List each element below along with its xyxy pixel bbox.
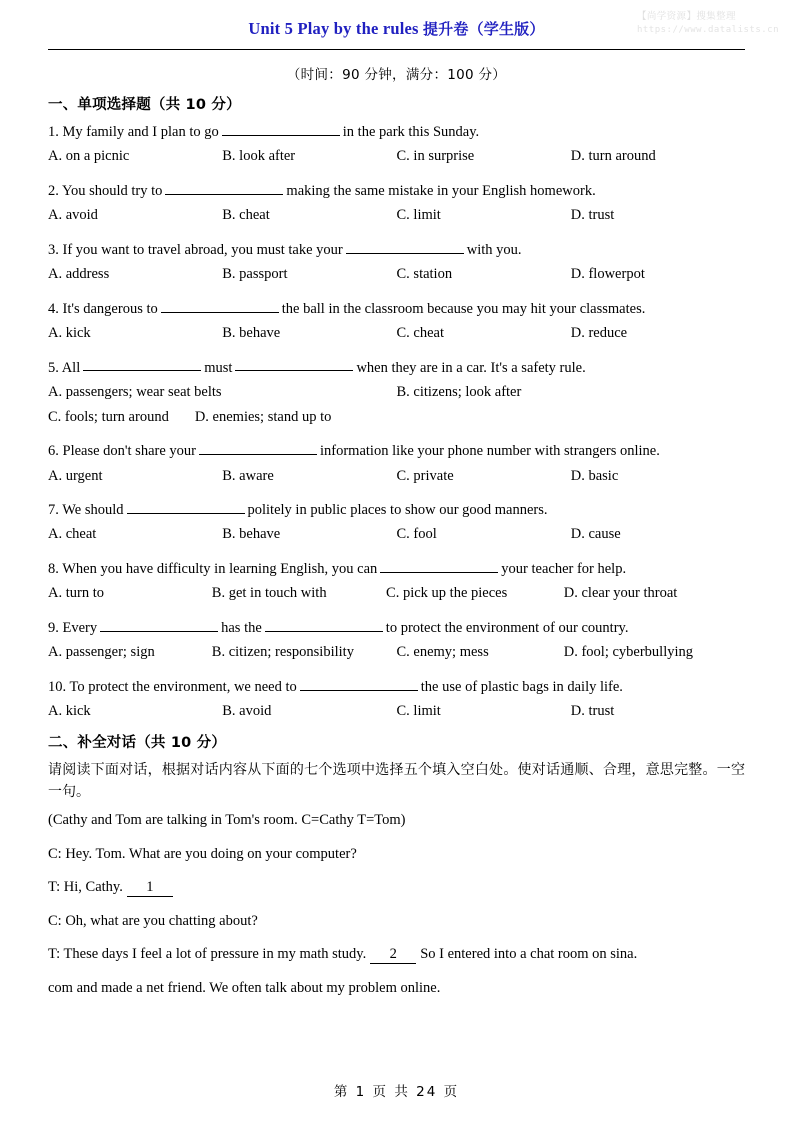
option-c[interactable]: C. in surprise bbox=[396, 148, 475, 165]
question-stem-post: politely in public places to show our good manners. bbox=[247, 501, 548, 518]
page-footer: 第 1 页 共 24 页 bbox=[333, 1084, 460, 1100]
section-heading-1: 一、单项选择题（共 10 分） bbox=[48, 97, 241, 113]
answer-blank[interactable] bbox=[222, 121, 340, 136]
option-row bbox=[48, 264, 745, 285]
question-stem bbox=[48, 499, 745, 520]
option-b[interactable]: B. aware bbox=[222, 467, 274, 484]
page-title-english: Unit 5 Play by the rules bbox=[248, 19, 419, 38]
option-b[interactable]: B. citizen; responsibility bbox=[211, 644, 354, 661]
question-stem-mid: must bbox=[204, 359, 233, 376]
option-d[interactable]: D. trust bbox=[570, 703, 615, 720]
option-b[interactable]: B. behave bbox=[222, 526, 281, 543]
answer-blank[interactable] bbox=[199, 440, 317, 455]
dialogue-line: com and made a net friend. We often talk about my problem online. bbox=[48, 980, 441, 997]
answer-blank[interactable] bbox=[300, 676, 418, 691]
option-a[interactable]: A. avoid bbox=[48, 207, 98, 224]
question-stem-post: when they are in a car. It's a safety rule. bbox=[356, 359, 586, 376]
section-heading-2: 二、补全对话（共 10 分） bbox=[48, 734, 227, 751]
option-row bbox=[48, 642, 745, 663]
option-b[interactable]: B. cheat bbox=[222, 207, 270, 224]
option-a[interactable]: A. kick bbox=[48, 325, 91, 342]
option-row bbox=[48, 466, 745, 487]
option-b[interactable]: B. avoid bbox=[222, 703, 272, 720]
option-row bbox=[48, 205, 745, 226]
question-stem-post: making the same mistake in your English homework. bbox=[286, 182, 596, 199]
question-stem bbox=[48, 440, 745, 461]
exam-subtitle bbox=[48, 60, 745, 84]
answer-blank[interactable] bbox=[127, 499, 245, 514]
option-a[interactable]: A. turn to bbox=[48, 585, 104, 602]
question-stem-post: the ball in the classroom because you may hit your classmates. bbox=[281, 300, 646, 317]
option-c[interactable]: C. pick up the pieces bbox=[386, 585, 508, 602]
question-stem-post: in the park this Sunday. bbox=[342, 123, 480, 140]
option-d[interactable]: D. fool; cyberbullying bbox=[563, 644, 694, 661]
question-stem-post: your teacher for help. bbox=[501, 560, 627, 577]
option-a[interactable]: A. urgent bbox=[48, 467, 103, 484]
option-b[interactable]: B. look after bbox=[222, 148, 296, 165]
question-stem bbox=[48, 676, 745, 697]
dialogue-blank[interactable]: 1 bbox=[127, 879, 173, 897]
option-a[interactable]: A. on a picnic bbox=[48, 148, 130, 165]
option-b[interactable]: B. passport bbox=[222, 266, 288, 283]
header-divider bbox=[48, 49, 745, 50]
question-stem-pre: 10. To protect the environment, we need to bbox=[48, 678, 297, 695]
answer-blank[interactable] bbox=[380, 558, 498, 573]
question-stem bbox=[48, 617, 745, 638]
dialogue-line: C: Hey. Tom. What are you doing on your computer? bbox=[48, 845, 357, 862]
option-d[interactable]: D. reduce bbox=[570, 325, 628, 342]
option-b[interactable]: B. citizens; look after bbox=[396, 384, 522, 401]
exam-subtitle-text: （时间：90 分钟，满分：100 分） bbox=[286, 67, 507, 83]
dialogue-line-blank-1 bbox=[48, 877, 745, 898]
option-c[interactable]: C. private bbox=[396, 467, 454, 484]
option-c[interactable]: C. limit bbox=[396, 207, 441, 224]
option-b[interactable]: B. behave bbox=[222, 325, 281, 342]
question-stem-pre: 5. All bbox=[48, 359, 81, 376]
dialogue-text-pre: T: Hi, Cathy. bbox=[48, 879, 123, 896]
option-a[interactable]: A. kick bbox=[48, 703, 91, 720]
question-stem-pre: 8. When you have difficulty in learning English, you can bbox=[48, 560, 378, 577]
question-stem bbox=[48, 298, 745, 319]
option-d[interactable]: D. enemies; stand up to bbox=[194, 408, 332, 425]
option-row bbox=[48, 146, 745, 167]
option-a[interactable]: A. address bbox=[48, 266, 110, 283]
option-c[interactable]: C. cheat bbox=[396, 325, 445, 342]
section-instructions: 请阅读下面对话，根据对话内容从下面的七个选项中选择五个填入空白处。使对话通顺、合理，意思完整。一空一句。 bbox=[48, 761, 745, 801]
question-stem bbox=[48, 239, 745, 260]
watermark-source-label: 【尚学资源】搜集整理 bbox=[636, 11, 736, 22]
question-stem-pre: 2. You should try to bbox=[48, 182, 163, 199]
option-row bbox=[48, 407, 745, 428]
option-row bbox=[48, 701, 745, 722]
question-stem-post: with you. bbox=[466, 241, 522, 258]
dialogue-line: C: Oh, what are you chatting about? bbox=[48, 912, 258, 929]
answer-blank[interactable] bbox=[161, 298, 279, 313]
answer-blank[interactable] bbox=[100, 617, 218, 632]
option-c[interactable]: C. fool bbox=[396, 526, 437, 543]
question-stem bbox=[48, 357, 745, 378]
option-row bbox=[48, 524, 745, 545]
question-stem-pre: 7. We should bbox=[48, 501, 124, 518]
option-c[interactable]: C. limit bbox=[396, 703, 441, 720]
option-d[interactable]: D. trust bbox=[570, 207, 615, 224]
option-c[interactable]: C. station bbox=[396, 266, 453, 283]
question-stem-pre: 1. My family and I plan to go bbox=[48, 123, 219, 140]
watermark-url: https://www.datalists.cn bbox=[636, 24, 779, 35]
option-a[interactable]: A. passengers; wear seat belts bbox=[48, 384, 222, 401]
option-row bbox=[48, 382, 745, 403]
answer-blank[interactable] bbox=[83, 357, 201, 372]
page-title-chinese: 提升卷（学生版） bbox=[422, 20, 545, 38]
answer-blank[interactable] bbox=[346, 239, 464, 254]
option-d[interactable]: D. clear your throat bbox=[563, 585, 678, 602]
answer-blank[interactable] bbox=[235, 357, 353, 372]
option-d[interactable]: D. turn around bbox=[570, 148, 656, 165]
option-a[interactable]: A. cheat bbox=[48, 526, 97, 543]
question-stem-pre: 3. If you want to travel abroad, you must take your bbox=[48, 241, 343, 258]
option-b[interactable]: B. get in touch with bbox=[211, 585, 327, 602]
answer-blank[interactable] bbox=[265, 617, 383, 632]
option-c[interactable]: C. enemy; mess bbox=[396, 644, 489, 661]
question-stem bbox=[48, 121, 745, 142]
option-row bbox=[48, 583, 745, 604]
dialogue-line-blank-2 bbox=[48, 944, 745, 965]
option-d[interactable]: D. flowerpot bbox=[570, 266, 645, 283]
question-stem-pre: 9. Every bbox=[48, 619, 98, 636]
question-stem bbox=[48, 180, 745, 201]
question-stem-post: to protect the environment of our country. bbox=[385, 619, 629, 636]
dialogue-text-pre: T: These days I feel a lot of pressure in my math study. bbox=[48, 946, 367, 963]
question-stem-pre: 6. Please don't share your bbox=[48, 442, 196, 459]
question-stem-post: the use of plastic bags in daily life. bbox=[420, 678, 623, 695]
option-a[interactable]: A. passenger; sign bbox=[48, 644, 155, 661]
question-stem-pre: 4. It's dangerous to bbox=[48, 300, 158, 317]
option-d[interactable]: D. cause bbox=[570, 526, 621, 543]
document-body bbox=[48, 60, 745, 1003]
option-d[interactable]: D. basic bbox=[570, 467, 619, 484]
option-c[interactable]: C. fools; turn around bbox=[48, 408, 169, 425]
dialogue-text-post: So I entered into a chat room on sina. bbox=[420, 946, 638, 963]
question-stem bbox=[48, 558, 745, 579]
question-stem-mid: has the bbox=[221, 619, 262, 636]
option-row bbox=[48, 323, 745, 344]
answer-blank[interactable] bbox=[165, 180, 283, 195]
dialogue-blank[interactable]: 2 bbox=[370, 946, 416, 964]
dialogue-line-scene: (Cathy and Tom are talking in Tom's room. C=Cathy T=Tom) bbox=[48, 812, 406, 829]
question-stem-post: information like your phone number with strangers online. bbox=[319, 442, 660, 459]
page-title bbox=[0, 18, 793, 39]
